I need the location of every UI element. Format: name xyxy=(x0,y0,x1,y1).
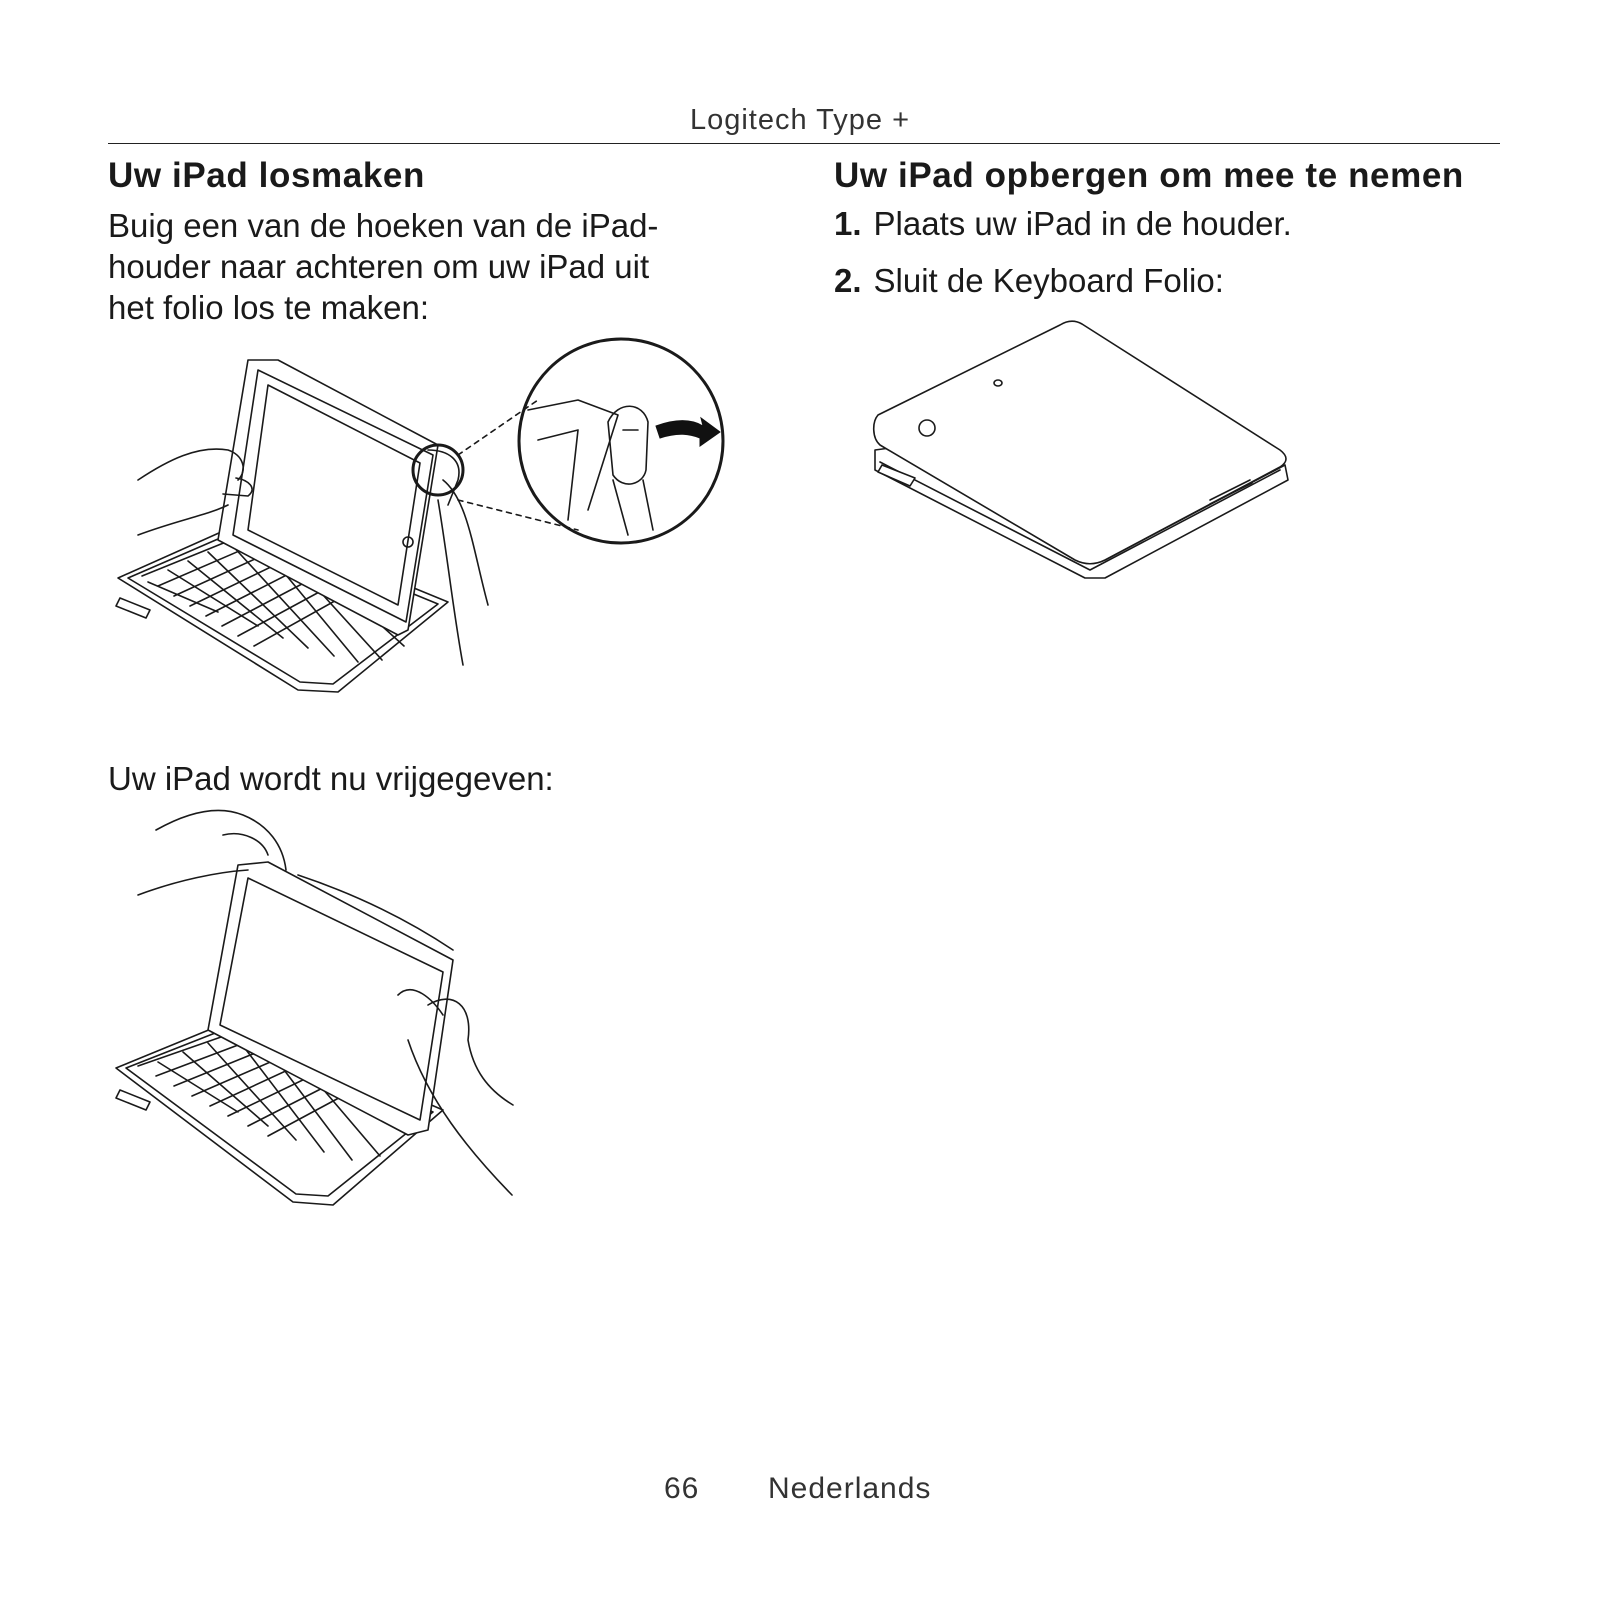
folio-cover xyxy=(874,321,1286,564)
header-title: Logitech Type + xyxy=(689,104,911,136)
closed-folio-illustration xyxy=(870,320,1310,590)
bend-arrow-icon xyxy=(656,418,720,446)
zoom-detail-circle xyxy=(519,339,723,543)
instruction-line: het folio los te maken: xyxy=(108,289,430,326)
logitech-tab xyxy=(116,598,150,618)
bend-corner-illustration xyxy=(108,330,748,720)
ipad-released-illustration xyxy=(108,800,538,1220)
section-heading-release: Uw iPad losmaken xyxy=(108,156,425,195)
instruction-line: houder naar achteren om uw iPad uit xyxy=(108,248,650,285)
step-item xyxy=(834,262,1224,300)
thumb-detail xyxy=(608,406,648,484)
instruction-line: Buig een van de hoeken van de iPad- xyxy=(108,207,659,244)
release-result-text: Uw iPad wordt nu vrijgegeven: xyxy=(108,760,554,797)
logitech-tab xyxy=(116,1090,150,1110)
footer-language: Nederlands xyxy=(768,1472,932,1505)
section-heading-store: Uw iPad opbergen om mee te nemen xyxy=(834,156,1464,195)
step-text: Plaats uw iPad in de houder. xyxy=(873,205,1292,242)
step-text: Sluit de Keyboard Folio: xyxy=(873,262,1224,299)
header-divider xyxy=(108,143,1500,144)
page-number: 66 xyxy=(664,1472,700,1505)
step-item xyxy=(834,205,1292,243)
step-number: 2. xyxy=(834,262,862,299)
step-number: 1. xyxy=(834,205,862,242)
right-hand xyxy=(428,450,488,665)
